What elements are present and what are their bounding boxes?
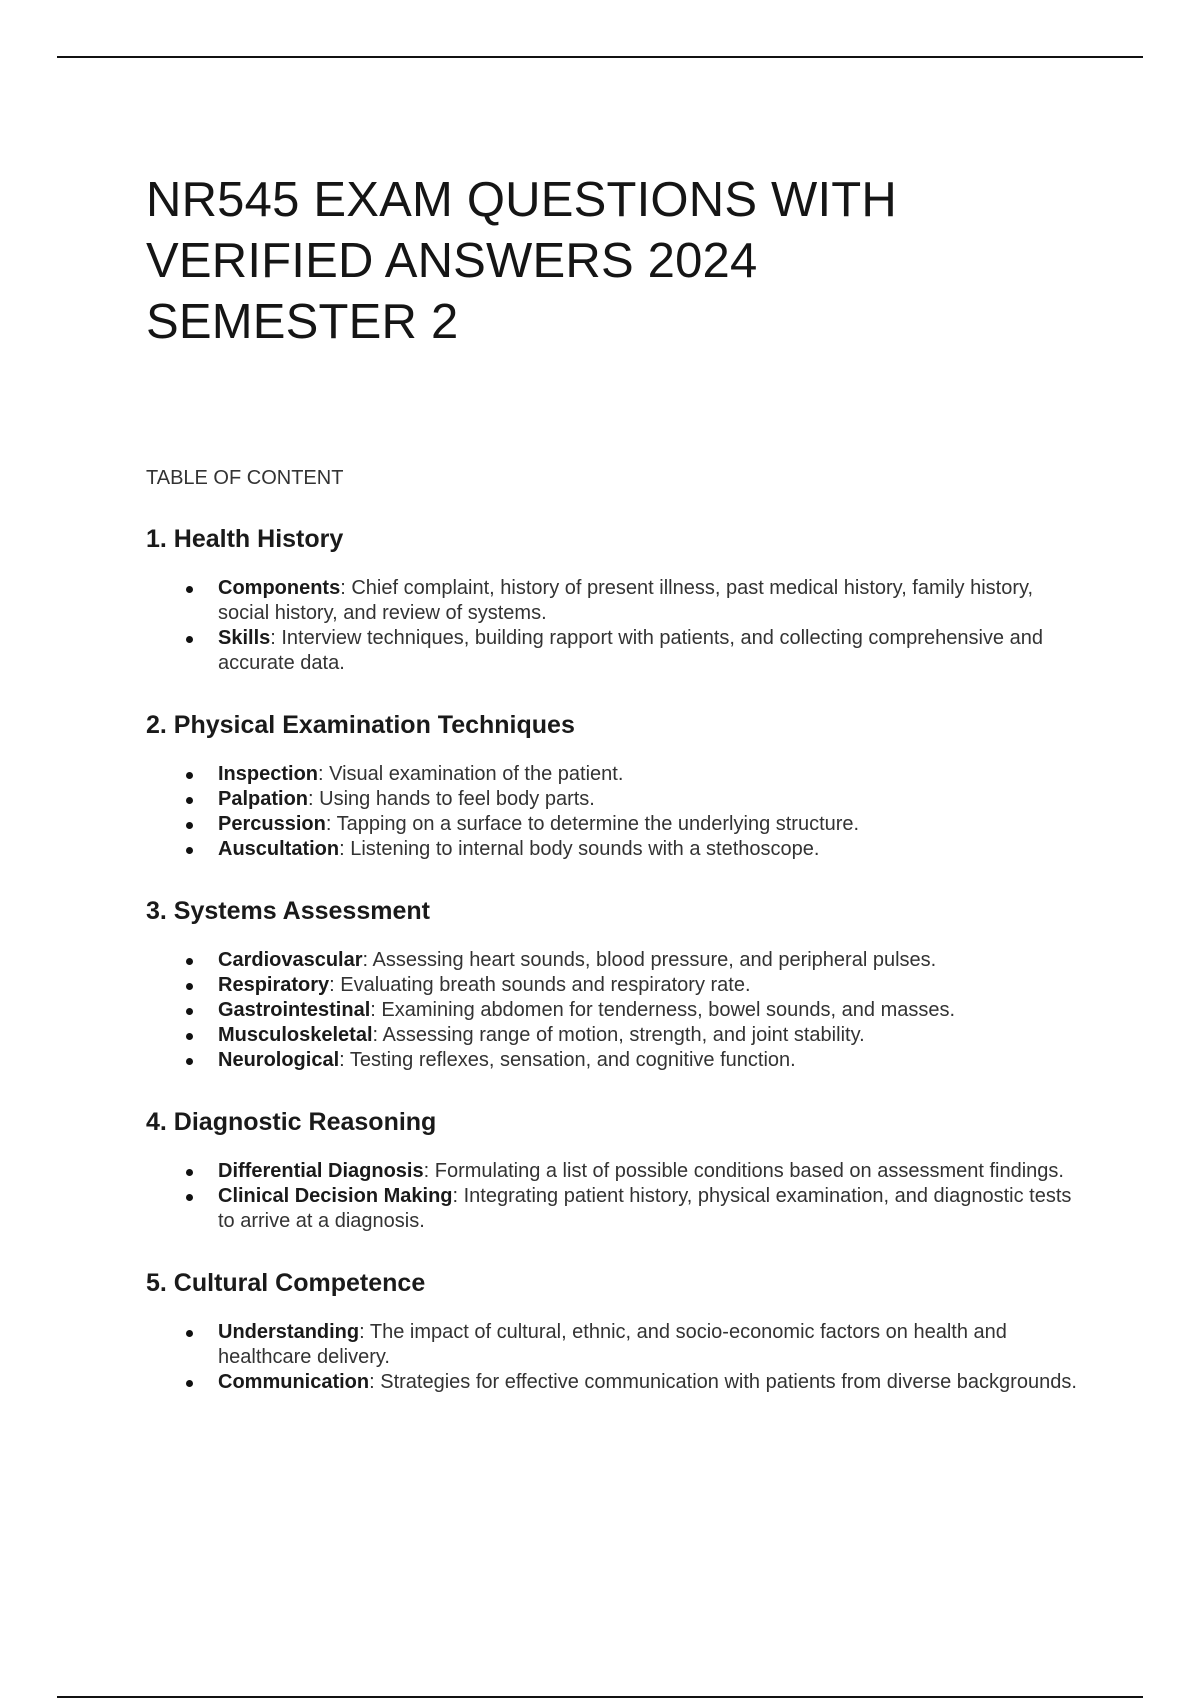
- document-body: [146, 170, 1086, 1395]
- item-text: : Interview techniques, building rapport with patients, and collecting comprehensive and accurate data.: [218, 627, 1043, 674]
- bullet-icon: [186, 1380, 193, 1387]
- document-title: [146, 170, 1086, 353]
- item-text: : Tapping on a surface to determine the underlying structure.: [325, 813, 860, 835]
- item-text: : Visual examination of the patient.: [318, 763, 624, 785]
- bottom-divider: [57, 1696, 1143, 1698]
- section-health-history: [146, 524, 1086, 676]
- bullet-list: [146, 1320, 1086, 1395]
- item-term: Musculoskeletal: [218, 1024, 373, 1046]
- list-item: [146, 1159, 1086, 1184]
- item-term: Communication: [218, 1371, 370, 1393]
- bullet-icon: [186, 1033, 193, 1040]
- item-text: : The impact of cultural, ethnic, and socio-economic factors on health and healthcare delivery.: [218, 1321, 1007, 1368]
- title-line: NR545 EXAM QUESTIONS WITH: [146, 173, 898, 227]
- section-physical-examination: [146, 710, 1086, 862]
- section-heading: 2. Physical Examination Techniques: [146, 711, 575, 739]
- item-text: : Formulating a list of possible conditions based on assessment findings.: [423, 1160, 1064, 1182]
- item-term: Respiratory: [218, 974, 330, 996]
- bullet-icon: [186, 636, 193, 643]
- item-text: : Integrating patient history, physical examination, and diagnostic tests to arrive at a diagnosis.: [218, 1185, 1072, 1232]
- item-text: : Evaluating breath sounds and respiratory rate.: [329, 974, 751, 996]
- list-item: [146, 787, 1086, 812]
- item-term: Palpation: [218, 788, 309, 810]
- item-term: Understanding: [218, 1321, 360, 1343]
- item-text: : Chief complaint, history of present illness, past medical history, family history, social history, and review of systems.: [218, 577, 1034, 624]
- item-term: Auscultation: [218, 838, 340, 860]
- section-diagnostic-reasoning: [146, 1107, 1086, 1234]
- list-item: [146, 626, 1086, 676]
- item-text: : Listening to internal body sounds with a stethoscope.: [339, 838, 820, 860]
- bullet-icon: [186, 1058, 193, 1065]
- list-item: [146, 973, 1086, 998]
- item-text: : Strategies for effective communication with patients from diverse backgrounds.: [369, 1371, 1077, 1393]
- bullet-icon: [186, 1008, 193, 1015]
- bullet-icon: [186, 797, 193, 804]
- bullet-icon: [186, 586, 193, 593]
- list-item: [146, 948, 1086, 973]
- list-item: [146, 812, 1086, 837]
- bullet-icon: [186, 1169, 193, 1176]
- list-item: [146, 837, 1086, 862]
- item-text: : Using hands to feel body parts.: [308, 788, 595, 810]
- list-item: [146, 1320, 1086, 1370]
- bullet-icon: [186, 958, 193, 965]
- item-term: Gastrointestinal: [218, 999, 371, 1021]
- bullet-list: [146, 576, 1086, 676]
- section-heading: 5. Cultural Competence: [146, 1269, 426, 1297]
- title-line: SEMESTER 2: [146, 295, 459, 349]
- list-item: [146, 1184, 1086, 1234]
- bullet-list: [146, 948, 1086, 1073]
- item-term: Cardiovascular: [218, 949, 363, 971]
- bullet-list: [146, 762, 1086, 862]
- item-text: : Examining abdomen for tenderness, bowel sounds, and masses.: [370, 999, 956, 1021]
- item-text: : Testing reflexes, sensation, and cognitive function.: [339, 1049, 796, 1071]
- item-term: Skills: [218, 627, 271, 649]
- item-term: Percussion: [218, 813, 326, 835]
- list-item: [146, 998, 1086, 1023]
- section-heading: 1. Health History: [146, 525, 344, 553]
- bullet-icon: [186, 1330, 193, 1337]
- table-of-content-label: TABLE OF CONTENT: [146, 467, 344, 489]
- item-term: Clinical Decision Making: [218, 1185, 453, 1207]
- list-item: [146, 576, 1086, 626]
- bullet-icon: [186, 983, 193, 990]
- item-term: Neurological: [218, 1049, 340, 1071]
- list-item: [146, 1370, 1086, 1395]
- item-text: : Assessing heart sounds, blood pressure, and peripheral pulses.: [362, 949, 937, 971]
- bullet-list: [146, 1159, 1086, 1234]
- section-heading: 3. Systems Assessment: [146, 897, 430, 925]
- item-term: Differential Diagnosis: [218, 1160, 424, 1182]
- bullet-icon: [186, 847, 193, 854]
- bullet-icon: [186, 822, 193, 829]
- list-item: [146, 1023, 1086, 1048]
- section-systems-assessment: [146, 896, 1086, 1073]
- bullet-icon: [186, 1194, 193, 1201]
- list-item: [146, 1048, 1086, 1073]
- top-divider: [57, 56, 1143, 58]
- item-term: Components: [218, 577, 341, 599]
- section-heading: 4. Diagnostic Reasoning: [146, 1108, 437, 1136]
- bullet-icon: [186, 772, 193, 779]
- title-line: VERIFIED ANSWERS 2024: [146, 234, 758, 288]
- section-cultural-competence: [146, 1268, 1086, 1395]
- item-text: : Assessing range of motion, strength, and joint stability.: [372, 1024, 865, 1046]
- item-term: Inspection: [218, 763, 319, 785]
- list-item: [146, 762, 1086, 787]
